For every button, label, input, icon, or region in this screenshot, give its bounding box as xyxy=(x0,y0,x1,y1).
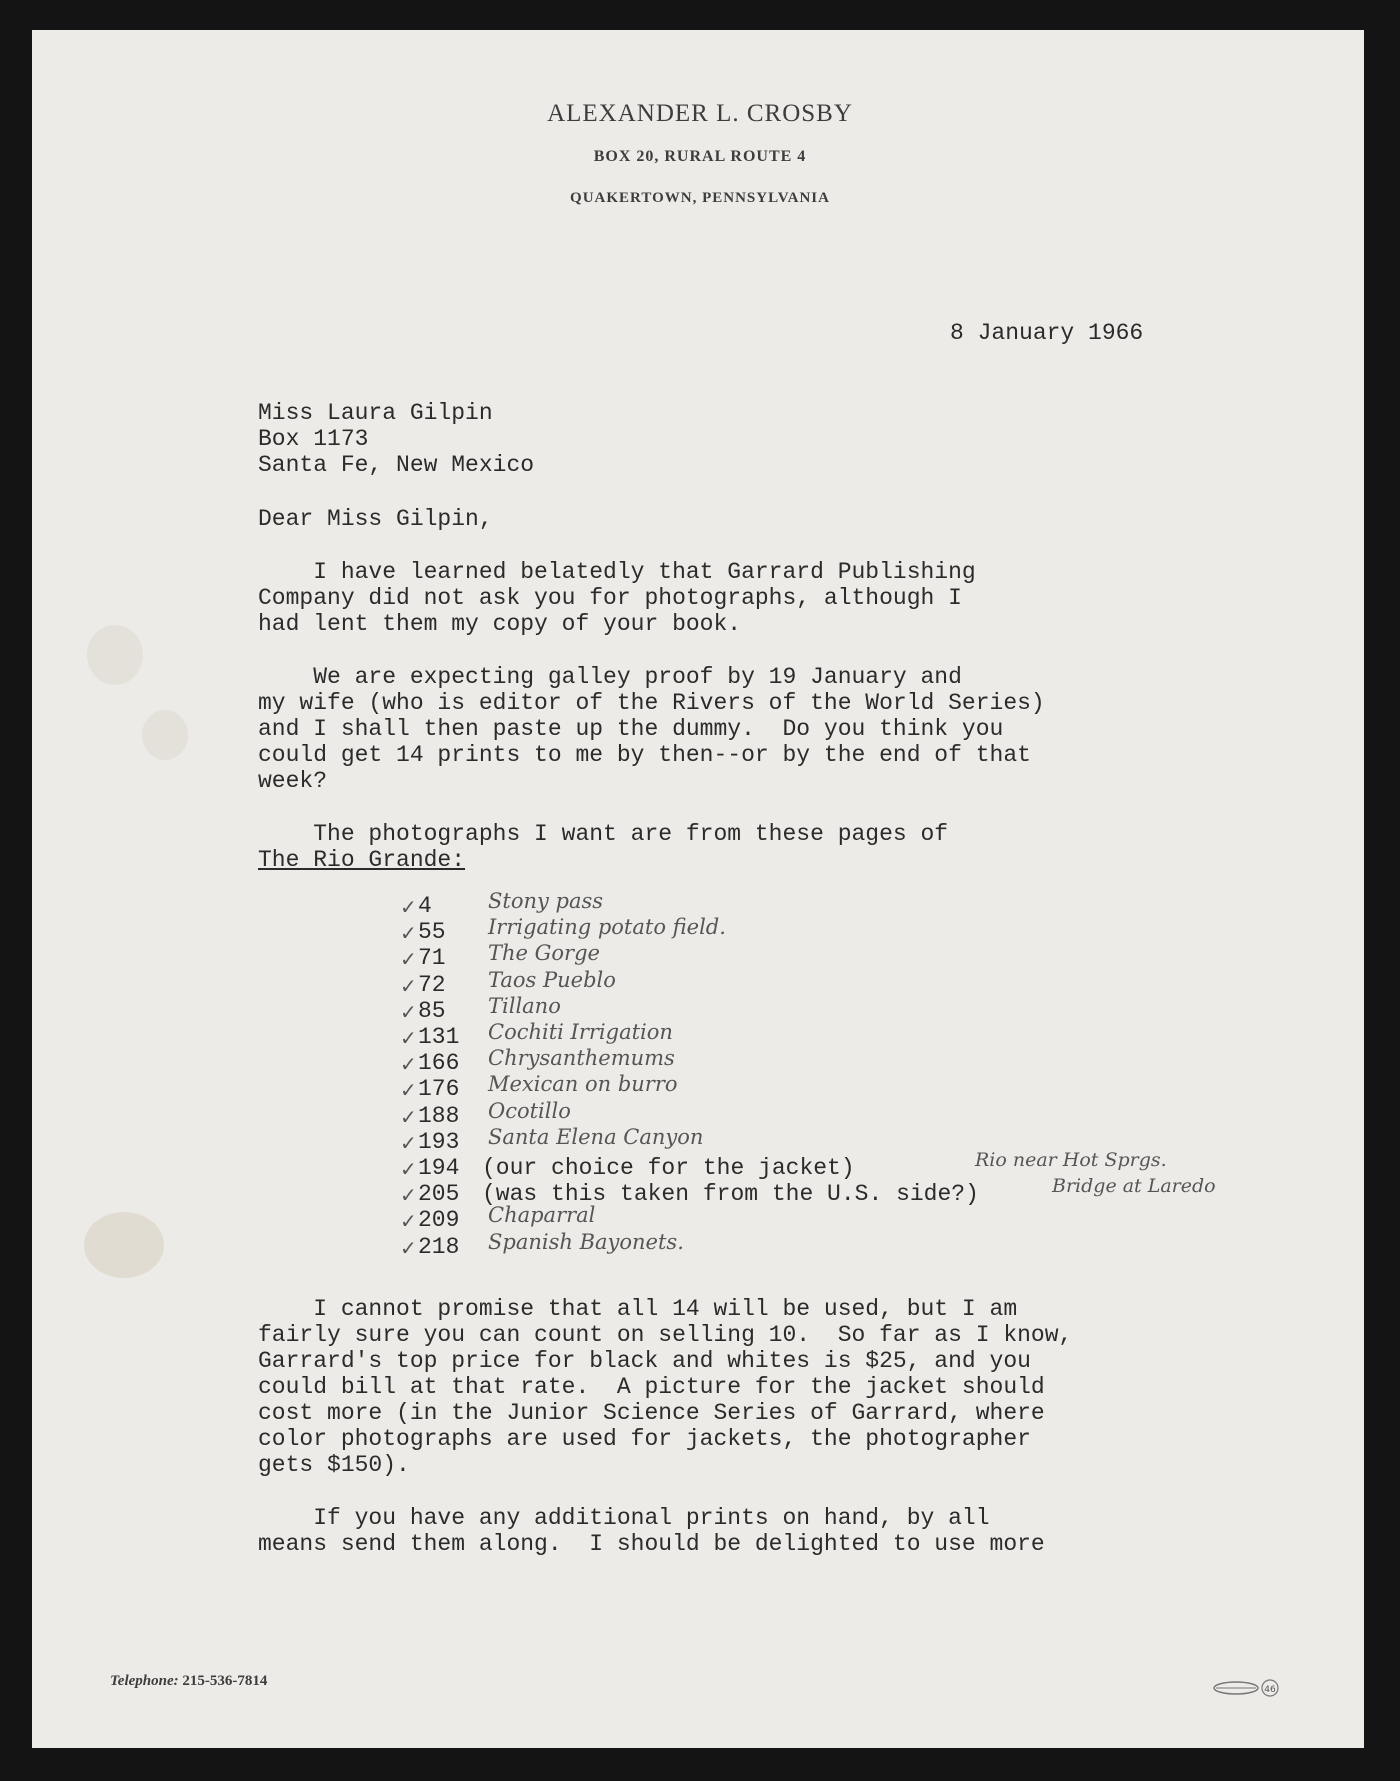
telephone-line xyxy=(110,1673,267,1690)
page-caption-handwritten: Stony pass xyxy=(488,889,604,913)
page-caption-handwritten: Chrysanthemums xyxy=(488,1046,675,1070)
page-number: 166 xyxy=(418,1050,460,1076)
page-number: 188 xyxy=(418,1103,460,1129)
recipient-line: Box 1173 xyxy=(258,426,369,452)
page-caption-handwritten: Rio near Hot Sprgs. xyxy=(975,1149,1167,1171)
page-caption-handwritten: Irrigating potato field. xyxy=(488,915,726,939)
letterhead-name: ALEXANDER L. CROSBY xyxy=(547,100,853,127)
body-line: had lent them my copy of your book. xyxy=(258,611,742,637)
check-mark-icon: ✓ xyxy=(400,1052,417,1076)
body-line: could get 14 prints to me by then--or by the end of that xyxy=(258,742,1031,768)
body-line: means send them along. I should be delighted to use more xyxy=(258,1531,1045,1557)
page-number: 55 xyxy=(418,919,446,945)
body-line: gets $150). xyxy=(258,1452,410,1478)
body-line: I cannot promise that all 14 will be used, but I am xyxy=(258,1296,1018,1322)
page-caption-handwritten: Mexican on burro xyxy=(488,1072,678,1096)
page-caption-handwritten: Cochiti Irrigation xyxy=(488,1020,673,1044)
body-line: and I shall then paste up the dummy. Do you think you xyxy=(258,716,1004,742)
page-number: 176 xyxy=(418,1076,460,1102)
letterhead-city: QUAKERTOWN, PENNSYLVANIA xyxy=(570,190,830,206)
stain-mark xyxy=(142,710,188,760)
letter-date: 8 January 1966 xyxy=(950,320,1144,346)
telephone-number: 215-536-7814 xyxy=(182,1673,268,1689)
page-number: 4 xyxy=(418,893,432,919)
page-caption-handwritten: The Gorge xyxy=(488,941,600,965)
recipient-line: Miss Laura Gilpin xyxy=(258,400,493,426)
check-mark-icon: ✓ xyxy=(400,1000,417,1024)
letterhead-address: BOX 20, RURAL ROUTE 4 xyxy=(593,148,807,165)
body-line: I have learned belatedly that Garrard Publishing xyxy=(258,559,976,585)
page-number: 85 xyxy=(418,998,446,1024)
body-line: could bill at that rate. A picture for the jacket should xyxy=(258,1374,1045,1400)
page-caption-handwritten: Bridge at Laredo xyxy=(1052,1175,1216,1197)
page-number: 218 xyxy=(418,1234,460,1260)
check-mark-icon: ✓ xyxy=(400,1026,417,1050)
union-mark-number: 46 xyxy=(1264,1685,1276,1695)
page-caption-handwritten: Tillano xyxy=(488,994,561,1018)
page-number: 131 xyxy=(418,1024,460,1050)
check-mark-icon: ✓ xyxy=(400,1157,417,1181)
body-line: week? xyxy=(258,768,328,794)
book-title: The Rio Grande: xyxy=(258,847,466,873)
check-mark-icon: ✓ xyxy=(400,1236,417,1260)
recipient-line: Santa Fe, New Mexico xyxy=(258,452,535,478)
page-number: 193 xyxy=(418,1129,460,1155)
page-caption-handwritten: Spanish Bayonets. xyxy=(488,1230,684,1254)
page-number: 194 xyxy=(418,1155,460,1181)
salutation: Dear Miss Gilpin, xyxy=(258,506,493,532)
check-mark-icon: ✓ xyxy=(400,1131,417,1155)
page-number: 209 xyxy=(418,1207,460,1233)
body-line: cost more (in the Junior Science Series of Garrard, where xyxy=(258,1400,1045,1426)
page-note-typed: (our choice for the jacket) xyxy=(482,1155,855,1181)
check-mark-icon: ✓ xyxy=(400,1105,417,1129)
page-number: 205 xyxy=(418,1181,460,1207)
check-mark-icon: ✓ xyxy=(400,1078,417,1102)
telephone-label: Telephone: xyxy=(110,1673,179,1689)
check-mark-icon: ✓ xyxy=(400,974,417,998)
stain-mark xyxy=(87,625,143,685)
page-caption-handwritten: Santa Elena Canyon xyxy=(488,1125,704,1149)
check-mark-icon: ✓ xyxy=(400,921,417,945)
check-mark-icon: ✓ xyxy=(400,1209,417,1233)
page-number: 71 xyxy=(418,945,446,971)
body-line: Company did not ask you for photographs, although I xyxy=(258,585,962,611)
page-caption-handwritten: Taos Pueblo xyxy=(488,968,616,992)
page-number: 72 xyxy=(418,972,446,998)
body-line: If you have any additional prints on hand, by all xyxy=(258,1505,990,1531)
body-line: color photographs are used for jackets, the photographer xyxy=(258,1426,1031,1452)
page-caption-handwritten: Chaparral xyxy=(488,1203,596,1227)
body-line: Garrard's top price for black and whites is $25, and you xyxy=(258,1348,1031,1374)
body-line: The photographs I want are from these pages of xyxy=(258,821,949,847)
check-mark-icon: ✓ xyxy=(400,1183,417,1207)
body-line: We are expecting galley proof by 19 January and xyxy=(258,664,962,690)
page-note-typed: (was this taken from the U.S. side?) xyxy=(482,1181,979,1207)
page-caption-handwritten: Ocotillo xyxy=(488,1099,571,1123)
letter-page xyxy=(32,30,1364,1748)
union-label-icon xyxy=(1212,1676,1282,1700)
check-mark-icon: ✓ xyxy=(400,947,417,971)
check-mark-icon: ✓ xyxy=(400,895,417,919)
stain-mark xyxy=(84,1212,164,1278)
body-line: my wife (who is editor of the Rivers of the World Series) xyxy=(258,690,1045,716)
body-line: fairly sure you can count on selling 10. So far as I know, xyxy=(258,1322,1073,1348)
